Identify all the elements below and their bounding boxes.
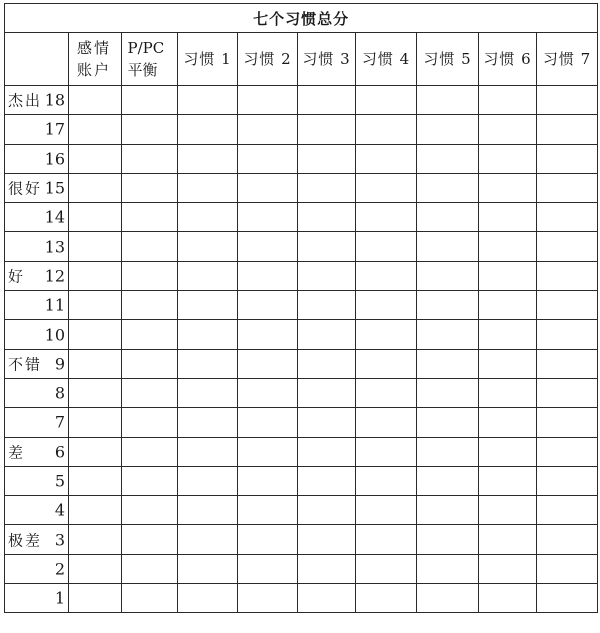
score-entry-cell[interactable] xyxy=(479,554,537,583)
score-label-cell xyxy=(5,408,69,437)
score-entry-cell[interactable] xyxy=(298,203,356,232)
score-label-cell xyxy=(5,466,69,495)
score-entry-cell[interactable] xyxy=(356,144,417,173)
header-habit-3 xyxy=(298,33,356,86)
score-entry-cell[interactable] xyxy=(298,525,356,554)
score-entry-cell[interactable] xyxy=(417,525,479,554)
score-entry-cell[interactable] xyxy=(178,466,238,495)
score-entry-cell[interactable] xyxy=(298,349,356,378)
score-entry-cell[interactable] xyxy=(537,203,598,232)
score-row xyxy=(5,203,598,232)
header-habit-4-label: 习惯 4 xyxy=(361,50,411,68)
score-row xyxy=(5,437,598,466)
score-entry-cell[interactable] xyxy=(122,554,178,583)
header-habit-2-label: 习惯 2 xyxy=(243,50,292,68)
score-entry-cell[interactable] xyxy=(69,232,122,261)
score-row xyxy=(5,584,598,613)
score-entry-cell[interactable] xyxy=(417,466,479,495)
score-entry-cell[interactable] xyxy=(69,291,122,320)
score-entry-cell[interactable] xyxy=(122,437,178,466)
score-entry-cell[interactable] xyxy=(537,232,598,261)
score-entry-cell[interactable] xyxy=(298,115,356,144)
score-entry-cell[interactable] xyxy=(238,496,298,525)
score-entry-cell[interactable] xyxy=(479,466,537,495)
score-entry-cell[interactable] xyxy=(417,86,479,115)
score-label-cell xyxy=(5,291,69,320)
score-entry-cell[interactable] xyxy=(298,437,356,466)
score-row xyxy=(5,554,598,583)
score-row xyxy=(5,466,598,495)
score-entry-cell[interactable] xyxy=(479,203,537,232)
score-number: 9 xyxy=(54,354,65,374)
score-entry-cell[interactable] xyxy=(417,349,479,378)
score-entry-cell[interactable] xyxy=(417,173,479,202)
header-habit-7-label: 习惯 7 xyxy=(542,50,592,68)
score-entry-cell[interactable] xyxy=(356,525,417,554)
score-entry-cell[interactable] xyxy=(238,203,298,232)
header-habit-7 xyxy=(537,33,598,86)
score-row xyxy=(5,525,598,554)
score-entry-cell[interactable] xyxy=(356,554,417,583)
score-entry-cell[interactable] xyxy=(298,144,356,173)
score-entry-cell[interactable] xyxy=(417,437,479,466)
score-entry-cell[interactable] xyxy=(417,232,479,261)
score-entry-cell[interactable] xyxy=(122,408,178,437)
score-entry-cell[interactable] xyxy=(417,378,479,407)
score-entry-cell[interactable] xyxy=(178,320,238,349)
score-entry-cell[interactable] xyxy=(122,378,178,407)
score-entry-cell[interactable] xyxy=(417,408,479,437)
header-pc-balance xyxy=(122,33,178,86)
score-entry-cell[interactable] xyxy=(356,291,417,320)
score-entry-cell[interactable] xyxy=(238,554,298,583)
score-entry-cell[interactable] xyxy=(122,584,178,613)
score-number: 13 xyxy=(44,237,65,257)
score-number: 4 xyxy=(54,500,65,520)
score-row xyxy=(5,232,598,261)
score-entry-cell[interactable] xyxy=(479,378,537,407)
score-number: 17 xyxy=(44,119,65,139)
score-entry-cell[interactable] xyxy=(238,378,298,407)
score-entry-cell[interactable] xyxy=(298,496,356,525)
score-row xyxy=(5,291,598,320)
score-entry-cell[interactable] xyxy=(238,525,298,554)
score-entry-cell[interactable] xyxy=(537,554,598,583)
score-entry-cell[interactable] xyxy=(417,496,479,525)
rating-label: 极差 xyxy=(8,531,43,550)
score-entry-cell[interactable] xyxy=(298,378,356,407)
score-entry-cell[interactable] xyxy=(298,584,356,613)
header-habit-5-label: 习惯 5 xyxy=(423,50,472,68)
score-entry-cell[interactable] xyxy=(69,261,122,290)
score-entry-cell[interactable] xyxy=(69,525,122,554)
score-label-cell xyxy=(5,144,69,173)
score-entry-cell[interactable] xyxy=(178,349,238,378)
score-number: 8 xyxy=(54,383,65,403)
header-habit-6 xyxy=(479,33,537,86)
score-entry-cell[interactable] xyxy=(238,584,298,613)
score-entry-cell[interactable] xyxy=(122,232,178,261)
score-row xyxy=(5,86,598,115)
score-entry-cell[interactable] xyxy=(69,496,122,525)
score-entry-cell[interactable] xyxy=(537,144,598,173)
score-entry-cell[interactable] xyxy=(479,173,537,202)
score-entry-cell[interactable] xyxy=(356,584,417,613)
score-entry-cell[interactable] xyxy=(122,320,178,349)
score-number: 15 xyxy=(44,178,65,198)
score-entry-cell[interactable] xyxy=(479,437,537,466)
score-entry-cell[interactable] xyxy=(69,115,122,144)
score-entry-cell[interactable] xyxy=(69,173,122,202)
score-entry-cell[interactable] xyxy=(69,584,122,613)
score-entry-cell[interactable] xyxy=(122,173,178,202)
score-label-cell xyxy=(5,261,69,290)
score-entry-cell[interactable] xyxy=(356,232,417,261)
score-label-cell xyxy=(5,378,69,407)
header-emotional-account-label: 感情账户 xyxy=(77,39,112,79)
score-entry-cell[interactable] xyxy=(122,525,178,554)
score-entry-cell[interactable] xyxy=(69,437,122,466)
score-number: 12 xyxy=(44,266,65,286)
score-entry-cell[interactable] xyxy=(178,86,238,115)
score-entry-cell[interactable] xyxy=(178,173,238,202)
score-entry-cell[interactable] xyxy=(122,203,178,232)
header-habit-6-label: 习惯 6 xyxy=(483,50,532,68)
score-entry-cell[interactable] xyxy=(537,408,598,437)
score-entry-cell[interactable] xyxy=(178,232,238,261)
score-label-cell xyxy=(5,525,69,554)
score-entry-cell[interactable] xyxy=(537,86,598,115)
header-habit-5 xyxy=(417,33,479,86)
corner-header xyxy=(5,33,69,86)
score-entry-cell[interactable] xyxy=(238,437,298,466)
score-entry-cell[interactable] xyxy=(238,291,298,320)
score-number: 7 xyxy=(54,412,65,432)
score-entry-cell[interactable] xyxy=(298,408,356,437)
score-row xyxy=(5,349,598,378)
score-entry-cell[interactable] xyxy=(122,291,178,320)
score-entry-cell[interactable] xyxy=(417,584,479,613)
header-habit-2 xyxy=(238,33,298,86)
score-entry-cell[interactable] xyxy=(178,437,238,466)
score-entry-cell[interactable] xyxy=(238,144,298,173)
score-label-cell xyxy=(5,232,69,261)
score-entry-cell[interactable] xyxy=(178,496,238,525)
score-entry-cell[interactable] xyxy=(356,466,417,495)
score-label-cell xyxy=(5,349,69,378)
score-entry-cell[interactable] xyxy=(356,349,417,378)
score-entry-cell[interactable] xyxy=(122,466,178,495)
score-entry-cell[interactable] xyxy=(69,144,122,173)
score-entry-cell[interactable] xyxy=(178,584,238,613)
score-label-cell xyxy=(5,554,69,583)
score-entry-cell[interactable] xyxy=(69,86,122,115)
score-number: 2 xyxy=(54,559,65,579)
score-entry-cell[interactable] xyxy=(479,349,537,378)
score-entry-cell[interactable] xyxy=(417,203,479,232)
score-entry-cell[interactable] xyxy=(537,378,598,407)
score-entry-cell[interactable] xyxy=(69,554,122,583)
score-entry-cell[interactable] xyxy=(178,203,238,232)
score-entry-cell[interactable] xyxy=(122,86,178,115)
rating-label: 差 xyxy=(8,443,26,462)
score-entry-cell[interactable] xyxy=(479,584,537,613)
score-label-cell xyxy=(5,320,69,349)
score-entry-cell[interactable] xyxy=(178,408,238,437)
score-entry-cell[interactable] xyxy=(417,261,479,290)
score-row xyxy=(5,378,598,407)
score-entry-cell[interactable] xyxy=(537,525,598,554)
score-entry-cell[interactable] xyxy=(238,408,298,437)
score-entry-cell[interactable] xyxy=(356,86,417,115)
score-entry-cell[interactable] xyxy=(122,349,178,378)
score-number: 10 xyxy=(44,325,65,345)
score-entry-cell[interactable] xyxy=(69,349,122,378)
header-emotional-account xyxy=(69,33,122,86)
score-entry-cell[interactable] xyxy=(178,554,238,583)
score-entry-cell[interactable] xyxy=(479,86,537,115)
score-entry-cell[interactable] xyxy=(178,291,238,320)
score-entry-cell[interactable] xyxy=(417,554,479,583)
score-entry-cell[interactable] xyxy=(356,408,417,437)
score-entry-cell[interactable] xyxy=(69,378,122,407)
score-entry-cell[interactable] xyxy=(298,86,356,115)
score-label-cell xyxy=(5,115,69,144)
score-row xyxy=(5,144,598,173)
score-label-cell xyxy=(5,86,69,115)
score-entry-cell[interactable] xyxy=(537,115,598,144)
score-entry-cell[interactable] xyxy=(537,173,598,202)
score-entry-cell[interactable] xyxy=(356,378,417,407)
score-entry-cell[interactable] xyxy=(479,115,537,144)
score-entry-cell[interactable] xyxy=(178,115,238,144)
score-entry-cell[interactable] xyxy=(298,320,356,349)
score-entry-cell[interactable] xyxy=(178,144,238,173)
score-entry-cell[interactable] xyxy=(122,115,178,144)
score-number: 16 xyxy=(44,149,65,169)
score-entry-cell[interactable] xyxy=(479,261,537,290)
score-entry-cell[interactable] xyxy=(537,291,598,320)
score-number: 11 xyxy=(44,295,65,315)
score-entry-cell[interactable] xyxy=(298,466,356,495)
score-row xyxy=(5,496,598,525)
score-entry-cell[interactable] xyxy=(417,320,479,349)
score-entry-cell[interactable] xyxy=(479,496,537,525)
score-entry-cell[interactable] xyxy=(122,144,178,173)
score-row xyxy=(5,115,598,144)
score-entry-cell[interactable] xyxy=(238,232,298,261)
score-entry-cell[interactable] xyxy=(69,466,122,495)
header-habit-1 xyxy=(178,33,238,86)
score-entry-cell[interactable] xyxy=(356,437,417,466)
score-entry-cell[interactable] xyxy=(178,525,238,554)
score-entry-cell[interactable] xyxy=(479,144,537,173)
score-entry-cell[interactable] xyxy=(356,203,417,232)
score-row xyxy=(5,173,598,202)
score-entry-cell[interactable] xyxy=(356,320,417,349)
score-entry-cell[interactable] xyxy=(537,320,598,349)
score-entry-cell[interactable] xyxy=(238,115,298,144)
score-entry-cell[interactable] xyxy=(537,349,598,378)
table-title: 七个习惯总分 xyxy=(5,4,598,33)
score-entry-cell[interactable] xyxy=(298,173,356,202)
score-label-cell xyxy=(5,437,69,466)
score-entry-cell[interactable] xyxy=(238,466,298,495)
score-number: 14 xyxy=(44,207,65,227)
score-entry-cell[interactable] xyxy=(537,437,598,466)
habits-score-sheet xyxy=(4,3,597,629)
score-entry-cell[interactable] xyxy=(537,584,598,613)
score-label-cell xyxy=(5,173,69,202)
header-habit-3-label: 习惯 3 xyxy=(302,50,351,68)
score-entry-cell[interactable] xyxy=(122,496,178,525)
header-pc-balance-label: P/PC平衡 xyxy=(127,39,165,79)
score-entry-cell[interactable] xyxy=(417,291,479,320)
rating-label: 好 xyxy=(8,267,26,286)
score-number: 1 xyxy=(54,588,65,608)
score-entry-cell[interactable] xyxy=(238,173,298,202)
score-entry-cell[interactable] xyxy=(356,173,417,202)
score-entry-cell[interactable] xyxy=(537,466,598,495)
score-entry-cell[interactable] xyxy=(298,291,356,320)
score-entry-cell[interactable] xyxy=(356,496,417,525)
score-entry-cell[interactable] xyxy=(479,320,537,349)
score-rows xyxy=(5,86,598,613)
rating-label: 杰出 xyxy=(8,91,43,110)
score-entry-cell[interactable] xyxy=(69,408,122,437)
score-entry-cell[interactable] xyxy=(178,261,238,290)
score-label-cell xyxy=(5,496,69,525)
score-label-cell xyxy=(5,584,69,613)
score-entry-cell[interactable] xyxy=(238,261,298,290)
score-entry-cell[interactable] xyxy=(479,525,537,554)
score-row xyxy=(5,320,598,349)
score-row xyxy=(5,408,598,437)
rating-label: 不错 xyxy=(8,355,43,374)
score-entry-cell[interactable] xyxy=(69,203,122,232)
score-entry-cell[interactable] xyxy=(238,320,298,349)
score-entry-cell[interactable] xyxy=(479,408,537,437)
score-entry-cell[interactable] xyxy=(298,261,356,290)
score-row xyxy=(5,261,598,290)
score-number: 3 xyxy=(54,530,65,550)
score-entry-cell[interactable] xyxy=(537,496,598,525)
score-entry-cell[interactable] xyxy=(479,291,537,320)
rating-label: 很好 xyxy=(8,179,43,198)
score-entry-cell[interactable] xyxy=(238,349,298,378)
score-entry-cell[interactable] xyxy=(69,320,122,349)
score-number: 6 xyxy=(54,442,65,462)
score-entry-cell[interactable] xyxy=(479,232,537,261)
score-number: 5 xyxy=(54,471,65,491)
score-entry-cell[interactable] xyxy=(238,86,298,115)
score-entry-cell[interactable] xyxy=(417,144,479,173)
score-entry-cell[interactable] xyxy=(298,232,356,261)
score-number: 18 xyxy=(44,90,65,110)
score-entry-cell[interactable] xyxy=(417,115,479,144)
header-habit-1-label: 习惯 1 xyxy=(183,50,232,68)
score-entry-cell[interactable] xyxy=(122,261,178,290)
score-entry-cell[interactable] xyxy=(178,378,238,407)
header-habit-4 xyxy=(356,33,417,86)
score-entry-cell[interactable] xyxy=(356,115,417,144)
score-label-cell xyxy=(5,203,69,232)
score-entry-cell[interactable] xyxy=(298,554,356,583)
score-table xyxy=(4,3,598,613)
score-entry-cell[interactable] xyxy=(356,261,417,290)
score-entry-cell[interactable] xyxy=(537,261,598,290)
